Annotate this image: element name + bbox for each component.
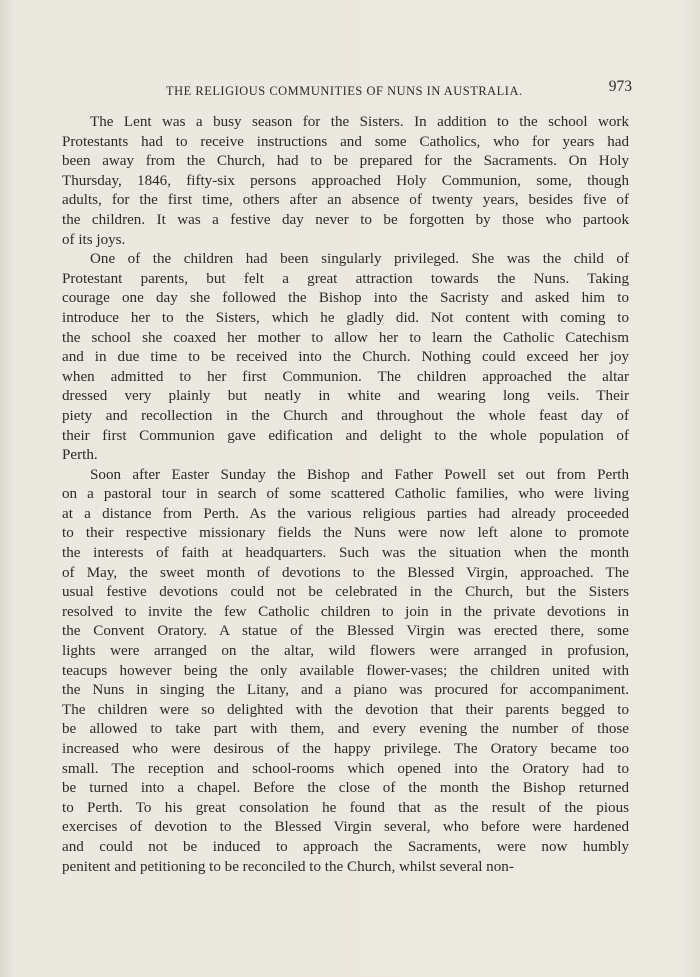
text-line: penitent and petitioning to be reconciled to the Church, whilst several non- xyxy=(62,858,514,875)
paragraph xyxy=(62,250,629,466)
page-header xyxy=(62,78,632,102)
text-line: the Convent Oratory. A statue of the Blessed Virgin was erected there, some xyxy=(62,623,629,640)
text-line: piety and recollection in the Church and throughout the whole feast day of xyxy=(62,407,629,424)
text-line: exercises of devotion to the Blessed Virgin several, who before were hardened xyxy=(62,819,629,836)
body-text xyxy=(62,113,629,877)
text-line: on a pastoral tour in search of some scattered Catholic families, who were living xyxy=(62,486,629,503)
text-line: be turned into a chapel. Before the close of the month the Bishop returned xyxy=(62,780,629,797)
text-line: lights were arranged on the altar, wild flowers were arranged in profusion, xyxy=(62,643,629,660)
page-number: 973 xyxy=(608,78,632,95)
paragraph xyxy=(62,466,629,877)
text-line: the interests of faith at headquarters. Such was the situation when the month xyxy=(62,545,629,562)
text-line: when admitted to her first Communion. The children approached the altar xyxy=(62,368,629,385)
running-title: THE RELIGIOUS COMMUNITIES OF NUNS IN AUSTRALIA. xyxy=(166,84,523,98)
text-line: to their respective missionary fields the Nuns were now left alone to promote xyxy=(62,525,629,542)
text-line: The children were so delighted with the devotion that their parents begged to xyxy=(62,701,629,718)
text-line: Protestant parents, but felt a great attraction towards the Nuns. Taking xyxy=(62,270,629,287)
text-line: the children. It was a festive day never to be forgotten by those who partook xyxy=(62,211,629,228)
text-line: introduce her to the Sisters, which he gladly did. Not content with coming to xyxy=(62,309,629,326)
text-line: dressed very plainly but neatly in white and wearing long veils. Their xyxy=(62,388,629,405)
text-line: One of the children had been singularly privileged. She was the child of xyxy=(90,251,629,268)
text-line: Perth. xyxy=(62,447,98,464)
text-line: their first Communion gave edification and delight to the whole population of xyxy=(62,427,629,444)
text-line: adults, for the first time, others after an absence of twenty years, besides five of xyxy=(62,192,629,209)
text-line: increased who were desirous of the happy privilege. The Oratory became too xyxy=(62,741,629,757)
text-line: to Perth. To his great consolation he found that as the result of the pious xyxy=(62,799,629,816)
text-line: of its joys. xyxy=(62,231,126,248)
text-line: resolved to invite the few Catholic children to join in the private devotions in xyxy=(62,603,629,620)
text-line: courage one day she followed the Bishop into the Sacristy and asked him to xyxy=(62,290,629,307)
text-line: teacups however being the only available flower-vases; the children united with xyxy=(62,662,629,679)
text-line: the school she coaxed her mother to allow her to learn the Catholic Catechism xyxy=(62,329,629,346)
text-line: Thursday, 1846, fifty-six persons approached Holy Communion, some, though xyxy=(62,172,629,189)
text-line: Soon after Easter Sunday the Bishop and Father Powell set out from Perth xyxy=(90,466,629,483)
text-line: and in due time to be received into the Church. Nothing could exceed her joy xyxy=(62,349,629,366)
text-line: of May, the sweet month of devotions to the Blessed Virgin, approached. The xyxy=(62,564,629,581)
text-line: usual festive devotions could not be celebrated in the Church, but the Sisters xyxy=(62,584,629,601)
text-line: The Lent was a busy season for the Sisters. In addition to the school work xyxy=(90,114,629,130)
text-line: at a distance from Perth. As the various religious parties had already proceeded xyxy=(62,505,629,522)
paragraph xyxy=(62,113,629,250)
text-line: be allowed to take part with them, and every evening the number of those xyxy=(62,721,629,738)
text-line: Protestants had to receive instructions and some Catholics, who for years had xyxy=(62,133,629,150)
text-line: been away from the Church, had to be prepared for the Sacraments. On Holy xyxy=(62,153,629,170)
text-line: the Nuns in singing the Litany, and a piano was procured for accompaniment. xyxy=(62,682,629,699)
text-line: small. The reception and school-rooms which opened into the Oratory had to xyxy=(62,760,629,777)
text-line: and could not be induced to approach the Sacraments, were now humbly xyxy=(62,838,629,855)
